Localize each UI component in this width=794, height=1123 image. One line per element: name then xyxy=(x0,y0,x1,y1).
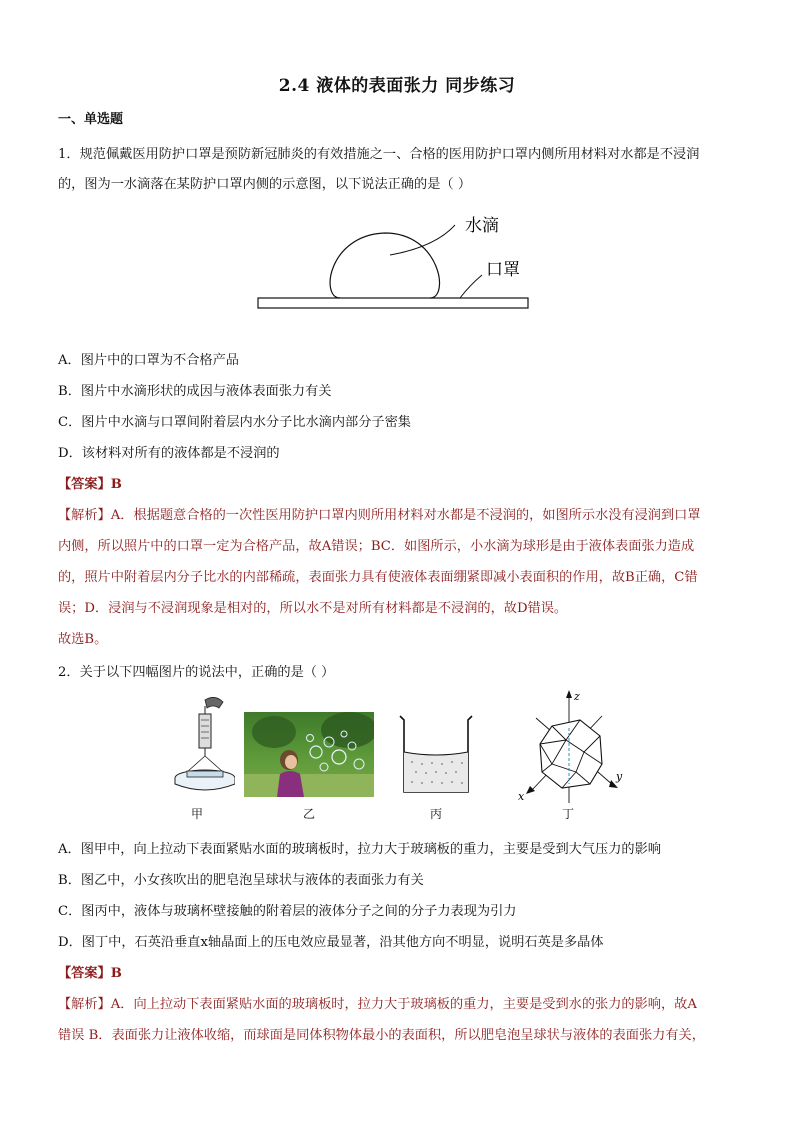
figure-ding-crystal xyxy=(512,688,627,808)
q2-stem: 2．关于以下四幅图片的说法中，正确的是（ ） xyxy=(58,665,335,680)
q1-option-d: D．该材料对所有的液体都是不浸润的 xyxy=(58,446,280,461)
q1-stem-line1: 1．规范佩戴医用防护口罩是预防新冠肺炎的有效措施之一、合格的医用防护口罩内侧所用材料对水都是不浸润 xyxy=(58,147,700,162)
q2-option-d: D．图丁中，石英沿垂直x轴晶面上的压电效应最显著，沿其他方向不明显，说明石英是多晶体 xyxy=(58,935,604,950)
q2-option-c: C．图丙中，液体与玻璃杯壁接触的附着层的液体分子之间的分子力表现为引力 xyxy=(58,904,517,919)
water-drop-figure xyxy=(250,205,540,315)
axis-z-label: z xyxy=(574,690,580,703)
mask-label: 口罩 xyxy=(486,260,520,280)
q1-answer: 【答案】B xyxy=(58,477,122,492)
figure-jia xyxy=(165,692,235,802)
q2-answer: 【答案】B xyxy=(58,966,122,981)
q1-option-a: A．图片中的口罩为不合格产品 xyxy=(58,353,239,368)
q2-option-b: B．图乙中，小女孩吹出的肥皂泡呈球状与液体的表面张力有关 xyxy=(58,873,424,888)
mask-leader-line xyxy=(460,275,482,298)
axis-y-label: y xyxy=(616,770,623,783)
figure-bing-beaker xyxy=(396,712,476,797)
figure-label-bing: 丙 xyxy=(430,807,443,821)
q2-option-a: A．图甲中，向上拉动下表面紧贴水面的玻璃板时，拉力大于玻璃板的重力，主要是受到大气压力的影响 xyxy=(58,842,661,857)
q1-analysis-line2: 内侧，所以照片中的口罩一定为合格产品，故A错误；BC．如图所示，小水滴为球形是由于液体表面张力造成 xyxy=(58,539,695,554)
mask-strip xyxy=(258,298,528,308)
q1-stem-line2: 的，图为一水滴落在某防护口罩内侧的示意图，以下说法正确的是（ ） xyxy=(58,177,472,192)
q1-analysis-line3: 的，照片中附着层内分子比水的内部稀疏，表面张力具有使液体表面绷紧即减小表面积的作用，故B正确，C错 xyxy=(58,570,698,585)
figure-label-jia: 甲 xyxy=(191,807,204,821)
q2-analysis-line2: 错误 B．表面张力让液体收缩，而球面是同体积物体最小的表面积，所以肥皂泡呈球状与液体的表面张力有关， xyxy=(58,1028,705,1043)
figure-label-ding: 丁 xyxy=(562,807,575,821)
q1-option-b: B．图片中水滴形状的成因与液体表面张力有关 xyxy=(58,384,332,399)
figure-yi-photo xyxy=(244,712,374,797)
drop-leader-line xyxy=(390,225,455,255)
page-title: 2.4 液体的表面张力 同步练习 xyxy=(278,76,516,96)
drop-label: 水滴 xyxy=(465,216,499,236)
q1-analysis-line4: 误；D．浸润与不浸润现象是相对的，所以水不是对所有材料都是不浸润的，故D错误。 xyxy=(58,601,568,616)
axis-x-label: x xyxy=(518,790,525,803)
q2-analysis-line1: 【解析】A．向上拉动下表面紧贴水面的玻璃板时，拉力大于玻璃板的重力，主要是受到水的张力的影响，故A xyxy=(58,997,697,1012)
figure-label-yi: 乙 xyxy=(303,807,316,821)
q1-option-c: C．图片中水滴与口罩间附着层内水分子比水滴内部分子密集 xyxy=(58,415,411,430)
section-heading: 一、单选题 xyxy=(58,112,124,127)
q1-conclusion: 故选B。 xyxy=(58,632,108,647)
q1-analysis-line1: 【解析】A．根据题意合格的一次性医用防护口罩内则所用材料对水都是不浸润的，如图所示水没有浸润到口罩 xyxy=(58,508,701,523)
water-drop xyxy=(330,233,439,298)
